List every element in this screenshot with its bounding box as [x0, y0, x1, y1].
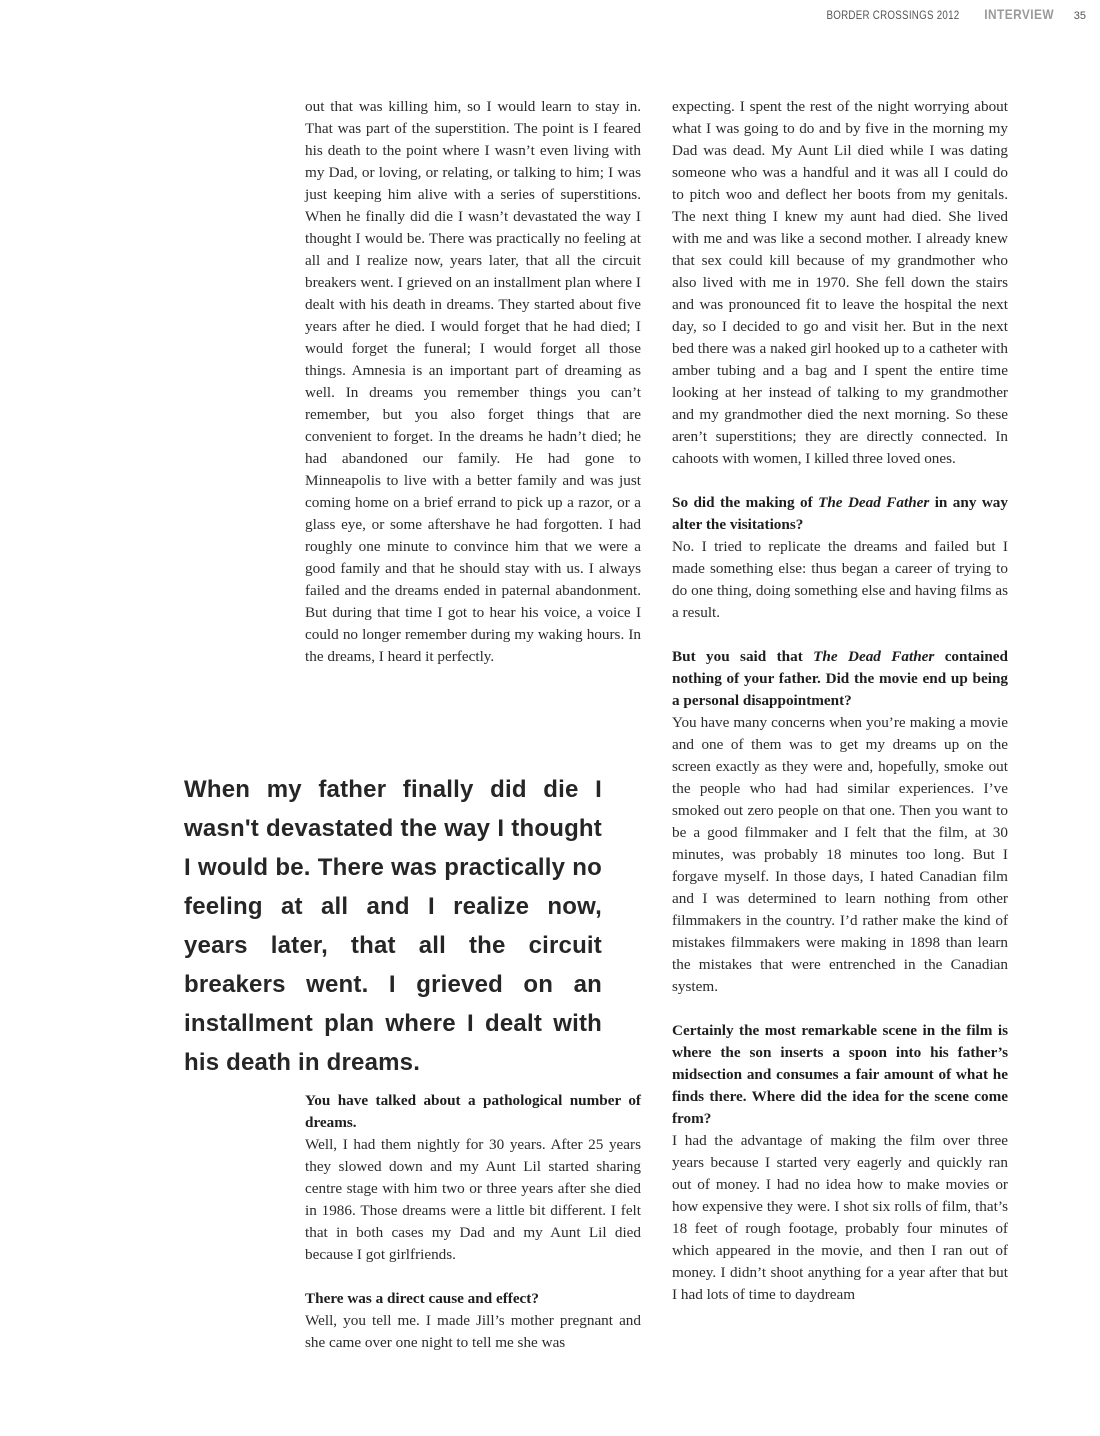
- film-title: The Dead Father: [818, 494, 930, 511]
- interview-answer: Well, I had them nightly for 30 years. After 25 years they slowed down and my Aunt Lil started sharing centre stage with him two or three years after she died in 1986. Those dreams were a little bit different. I felt that in both cases my Dad and my Aunt Lil died because I got girlfriends.: [305, 1136, 641, 1263]
- film-title: The Dead Father: [813, 648, 935, 665]
- right-column: [672, 96, 1008, 1306]
- body-paragraph: expecting. I spent the rest of the night worrying about what I was going to do and by five in the morning my Dad was dead. My Aunt Lil died while I was dating someone who was a handful and it was all I could do to pitch woo and deflect her boots from my genitals. The next thing I knew my aunt had died. She lived with me and was like a second mother. I already knew that sex could kill because of my grandmother who also lived with me in 1970. She fell down the stairs and was pronounced fit to leave the hospital the next day, so I decided to go and visit her. But in the next bed there was a naked girl hooked up to a catheter with amber tubing and a bag and I spent the entire time looking at her instead of talking to my grandmother and my grandmother died the next morning. So these aren’t superstitions; they are directly connected. In cahoots with women, I killed three loved ones.: [672, 98, 1008, 467]
- interview-answer: No. I tried to replicate the dreams and failed but I made something else: thus began a career of trying to do one thing, doing something else and having films as a result.: [672, 538, 1008, 621]
- interview-question: But you said that The Dead Father contained nothing of your father. Did the movie end up being a personal disappointment?: [672, 648, 1008, 709]
- left-column-top: [305, 96, 641, 668]
- interview-answer: Well, you tell me. I made Jill’s mother pregnant and she came over one night to tell me she was: [305, 1312, 641, 1351]
- body-paragraph: out that was killing him, so I would learn to stay in. That was part of the superstition. The point is I feared his death to the point where I wasn’t even living with my Dad, or loving, or relating, or talking to him; I was just keeping him alive with a series of superstitions. When he finally did die I wasn’t devastated the way I thought I would be. There was practically no feeling at all and I realize now, years later, that all the circuit breakers went. I grieved on an installment plan where I dealt with his death in dreams. They started about five years after he died. I would forget that he had died; I would forget the funeral; I would forget all those things. Amnesia is an important part of dreaming as well. In dreams you remember things you can’t remember, but you also forget things that are convenient to forget. In the dreams he hadn’t died; he had abandoned our family. He had gone to Minneapolis to live with a better family and was just coming home on a brief errand to pick up a razor, or a glass eye, or some aftershave he had forgotten. I had roughly one minute to convince him that we were a good family and that he should stay with us. I always failed and the dreams ended in paternal abandonment. But during that time I got to hear his voice, a voice I could no longer remember during my waking hours. In the dreams, I heard it perfectly.: [305, 98, 641, 665]
- interview-question: Certainly the most remarkable scene in the film is where the son inserts a spoon into his father’s midsection and consumes a fair amount of what he finds there. Where did the idea for the scene come from?: [672, 1022, 1008, 1127]
- interview-answer: You have many concerns when you’re making a movie and one of them was to get my dreams up on the screen exactly as they were and, hopefully, smoke out the people who had had similar experiences. I’ve smoked out zero people on that one. Then you want to be a good filmmaker and I felt that the film, at 30 minutes, was probably 18 minutes too long. But I forgave myself. In those days, I hated Canadian film and I was determined to learn nothing from other filmmakers in the country. I’d rather make the kind of mistakes filmmakers were making in 1898 than learn the mistakes that were entrenched in the Canadian system.: [672, 714, 1008, 995]
- pull-quote: When my father finally did die I wasn't devastated the way I thought I would be. There was practically no feeling at all and I realize now, years later, that all the circuit breakers went. I grieved on an installment plan where I dealt with his death in dreams.: [184, 776, 602, 1076]
- page-number: 35: [1073, 10, 1086, 22]
- interview-question: You have talked about a pathological number of dreams.: [305, 1092, 641, 1131]
- running-header: [803, 6, 1086, 24]
- magazine-name: BORDER CROSSINGS 2012: [826, 10, 960, 22]
- interview-question: So did the making of The Dead Father in any way alter the visitations?: [672, 494, 1008, 533]
- interview-question: There was a direct cause and effect?: [305, 1290, 539, 1307]
- section-label: INTERVIEW: [984, 6, 1054, 22]
- interview-answer: I had the advantage of making the film over three years because I started very eagerly and quickly ran out of money. I had no idea how to make movies or how expensive they were. I shot six rolls of film, that’s 18 feet of rough footage, probably four minutes of which appeared in the movie, and then I ran out of money. I didn’t shoot anything for a year after that but I had lots of time to daydream: [672, 1132, 1008, 1303]
- left-column-bottom: [305, 1090, 641, 1354]
